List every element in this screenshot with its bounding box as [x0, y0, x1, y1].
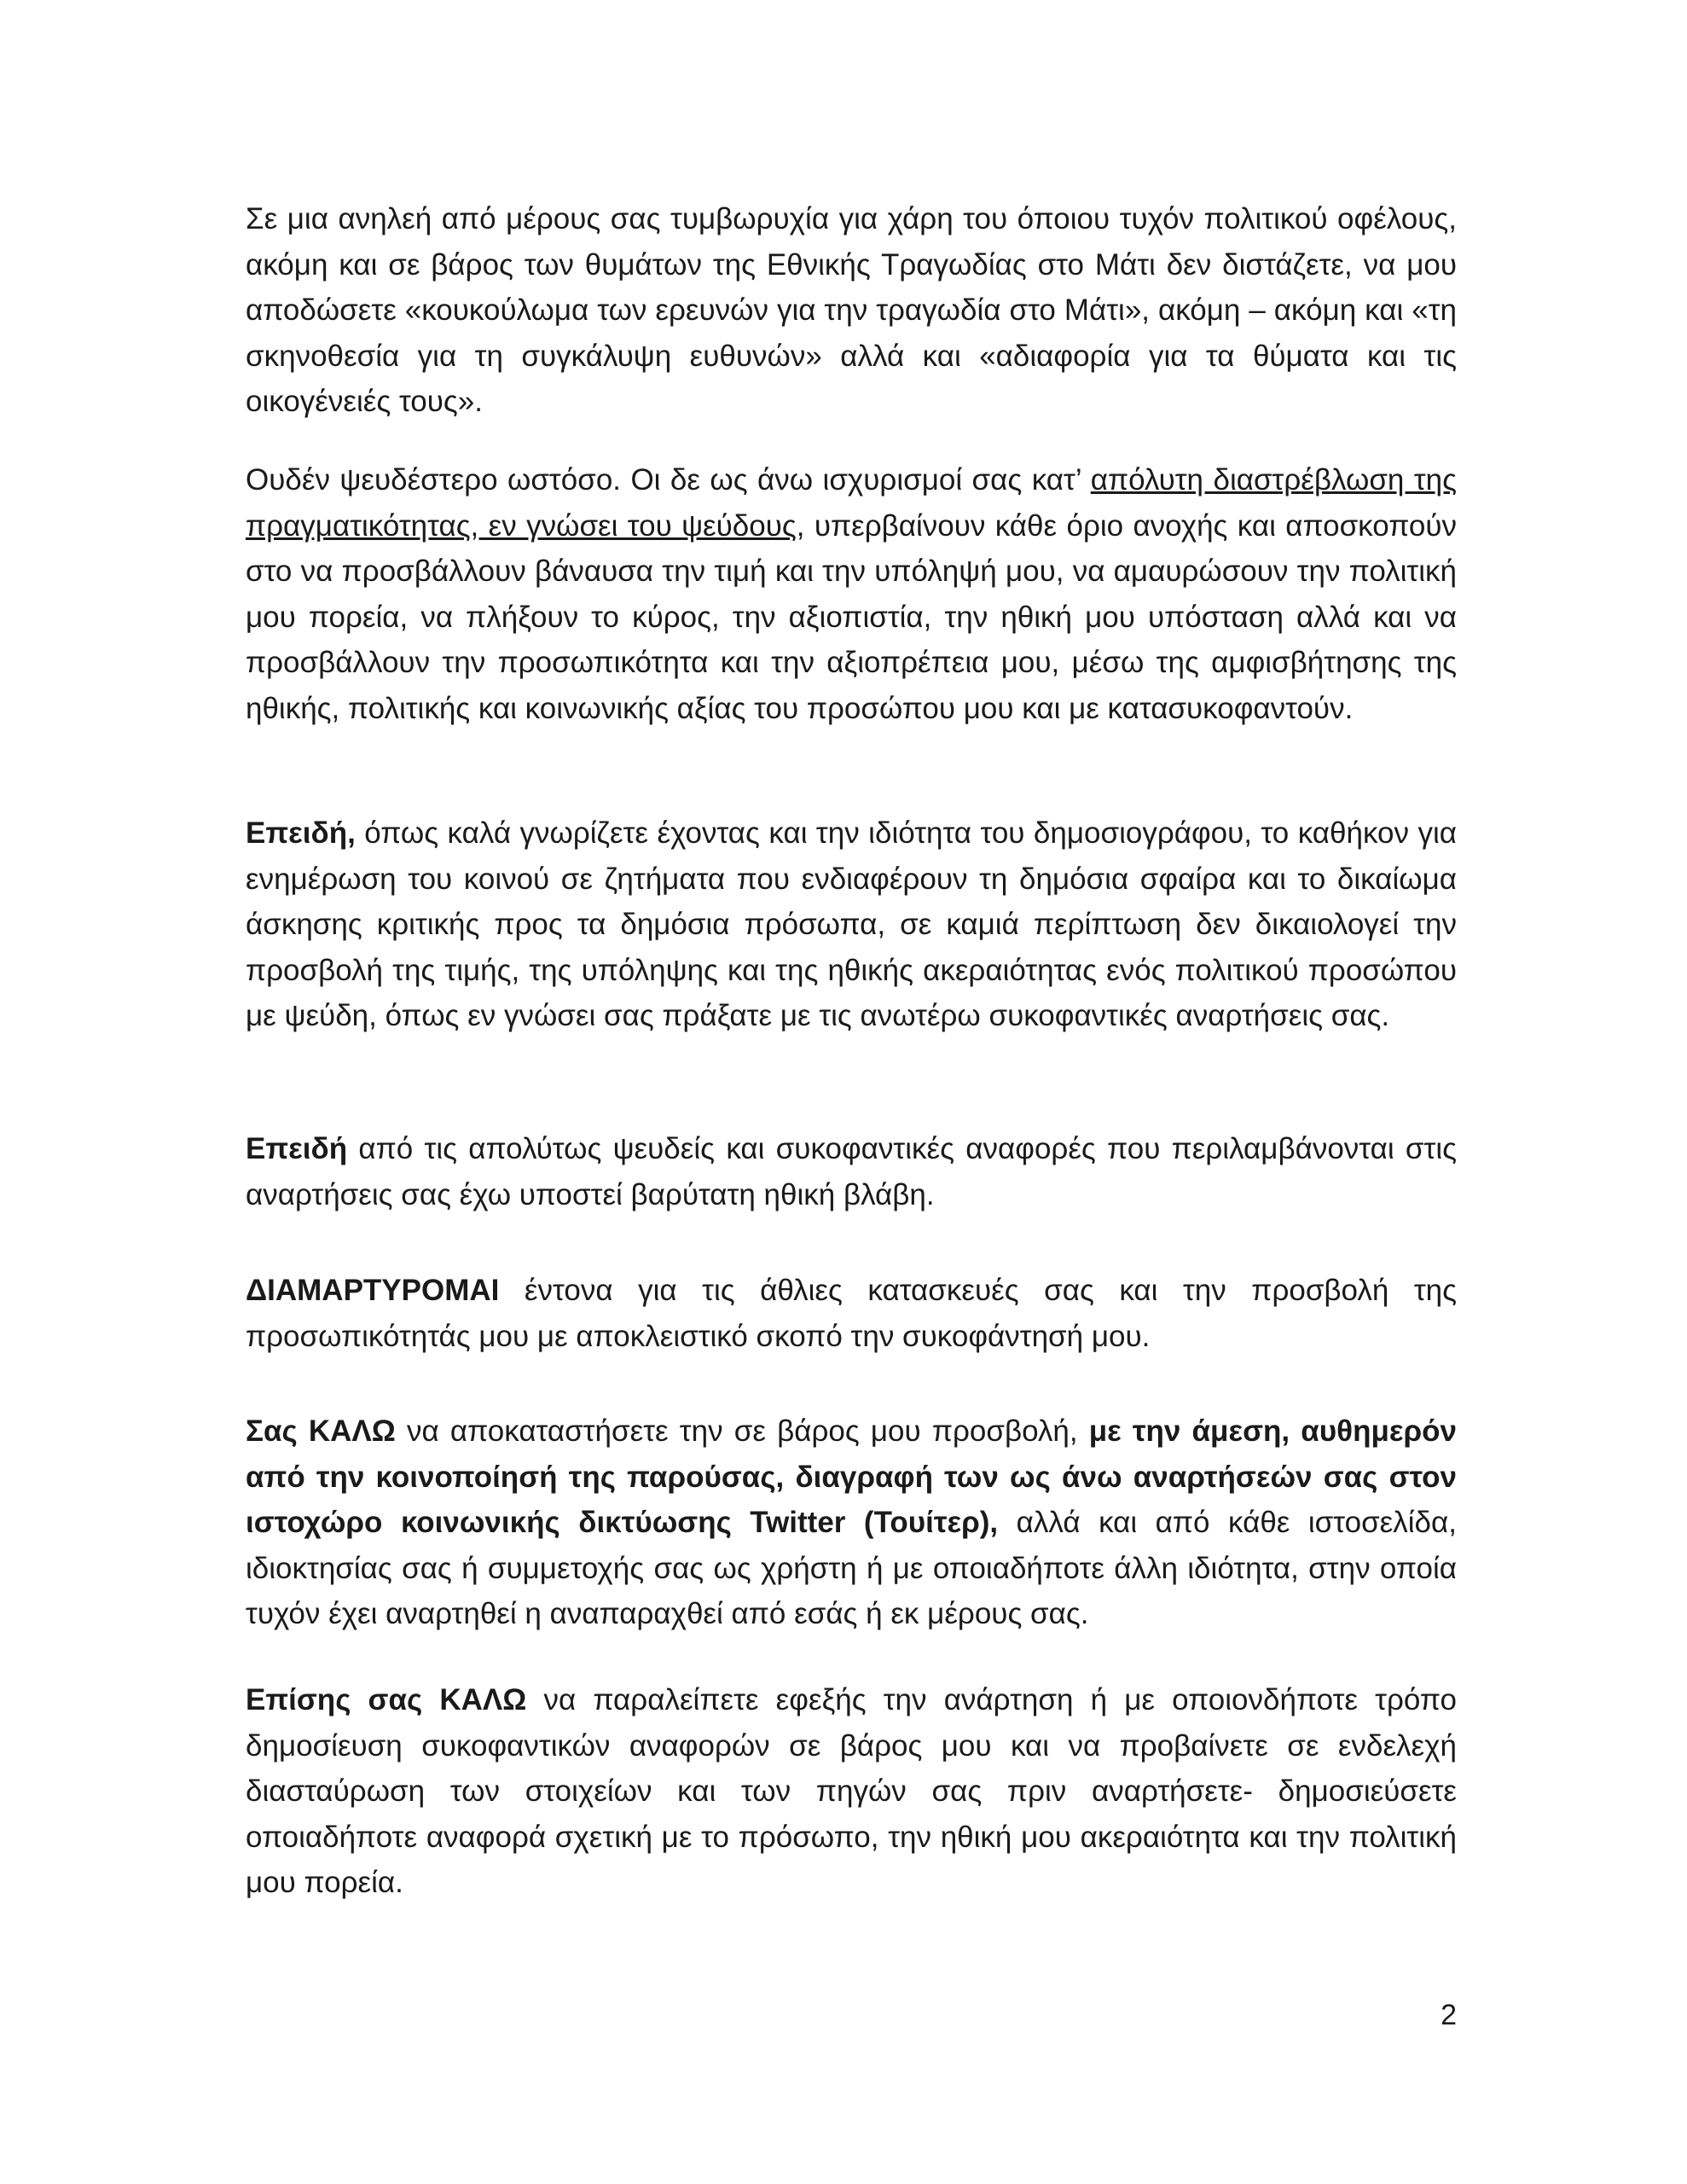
paragraph-6-rest: αλλά και από κάθε ιστοσελίδα, ιδιοκτησίας σας ή συμμετοχής σας ως χρήστη ή με οποιαδήποτε άλλη ιδιότητα, στην οποία τυχόν έχει αναρτηθεί η αναπαραχθεί από εσάς ή εκ μέρους σας. — [246, 1506, 1457, 1630]
paragraph-3-bold-lead: Επειδή, — [246, 816, 356, 850]
paragraph-5-rest: έντονα για τις άθλιες κατασκευές σας και την προσβολή της προσωπικότητάς μου με αποκλειστικό σκοπό την συκοφάντησή μου. — [246, 1274, 1457, 1353]
paragraph-1 — [246, 196, 1457, 425]
paragraph-6 — [246, 1409, 1457, 1637]
paragraph-2-underlined-text: απόλυτη διαστρέβλωση της πραγματικότητας, εν γνώσει του ψεύδους — [246, 463, 1457, 543]
paragraph-1-text: Σε μια ανηλεή από μέρους σας τυμβωρυχία για χάρη του όποιου τυχόν πολιτικού οφέλους, ακόμη και σε βάρος των θυμάτων της Εθνικής Τραγωδίας στο Μάτι δεν διστάζετε, να μου αποδώσετε «κουκούλωμα των ερευνών για την τραγωδία στο Μάτι», ακόμη – ακόμη και «τη σκηνοθεσία για τη συγκάλυψη ευθυνών» αλλά και «αδιαφορία για τα θύματα και τις οικογένειές τους». — [246, 202, 1457, 418]
paragraph-7-bold-lead: Επίσης σας ΚΑΛΩ — [246, 1683, 527, 1716]
paragraph-5 — [246, 1268, 1457, 1359]
paragraph-5-bold-lead: ΔΙΑΜΑΡΤΥΡΟΜΑΙ — [246, 1274, 500, 1307]
paragraph-2-intro: Ουδέν ψευδέστερο ωστόσο. Οι δε ως άνω ισχυρισμοί σας κατ’ — [246, 463, 1091, 497]
paragraph-2-rest: , υπερβαίνουν κάθε όριο ανοχής και αποσκοπούν στο να προσβάλλουν βάναυσα την τιμή και την υπόληψή μου, να αμαυρώσουν την πολιτική μου πορεία, να πλήξουν το κύρος, την αξιοπιστία, την ηθική μου υπόσταση αλλά και να προσβάλλουν την προσωπικότητα και την αξιοπρέπεια μου, μέσω της αμφισβήτησης της ηθικής, πολιτικής και κοινωνικής αξίας του προσώπου μου και με κατασυκοφαντούν. — [246, 508, 1457, 725]
paragraph-7-rest: να παραλείπετε εφεξής την ανάρτηση ή με οποιονδήποτε τρόπο δημοσίευση συκοφαντικών αναφορών σε βάρος μου και να προβαίνετε σε ενδελεχή διασταύρωση των στοιχείων και των πηγών σας πριν αναρτήσετε- δημοσιεύσετε οποιαδήποτε αναφορά σχετική με το πρόσωπο, την ηθική μου ακεραιότητα και την πολιτική μου πορεία. — [246, 1683, 1457, 1899]
paragraph-3 — [246, 810, 1457, 1039]
paragraph-2 — [246, 457, 1457, 731]
page-number: 2 — [1441, 1999, 1457, 2031]
paragraph-3-rest: όπως καλά γνωρίζετε έχοντας και την ιδιότητα του δημοσιογράφου, το καθήκον για ενημέρωση του κοινού σε ζητήματα που ενδιαφέρουν τη δημόσια σφαίρα και το δικαίωμα άσκησης κριτικής προς τα δημόσια πρόσωπα, σε καμιά περίπτωση δεν δικαιολογεί την προσβολή της τιμής, της υπόληψης και της ηθικής ακεραιότητας ενός πολιτικού προσώπου με ψεύδη, όπως εν γνώσει σας πράξατε με τις ανωτέρω συκοφαντικές αναρτήσεις σας. — [246, 816, 1457, 1032]
paragraph-6-mid: να αποκαταστήσετε την σε βάρος μου προσβολή, — [395, 1414, 1089, 1448]
paragraph-4-rest: από τις απολύτως ψευδείς και συκοφαντικές αναφορές που περιλαμβάνονται στις αναρτήσεις σας έχω υποστεί βαρύτατη ηθική βλάβη. — [246, 1132, 1457, 1211]
paragraph-7 — [246, 1677, 1457, 1906]
paragraph-6-bold-demand: με την άμεση, αυθημερόν από την κοινοποίησή της παρούσας, διαγραφή των ως άνω αναρτήσεών σας στον ιστοχώρο κοινωνικής δικτύωσης Twitter (Τουίτερ), — [246, 1414, 1457, 1539]
paragraph-6-bold-lead: Σας ΚΑΛΩ — [246, 1414, 396, 1448]
paragraph-4 — [246, 1126, 1457, 1217]
paragraph-4-bold-lead: Επειδή — [246, 1132, 348, 1165]
